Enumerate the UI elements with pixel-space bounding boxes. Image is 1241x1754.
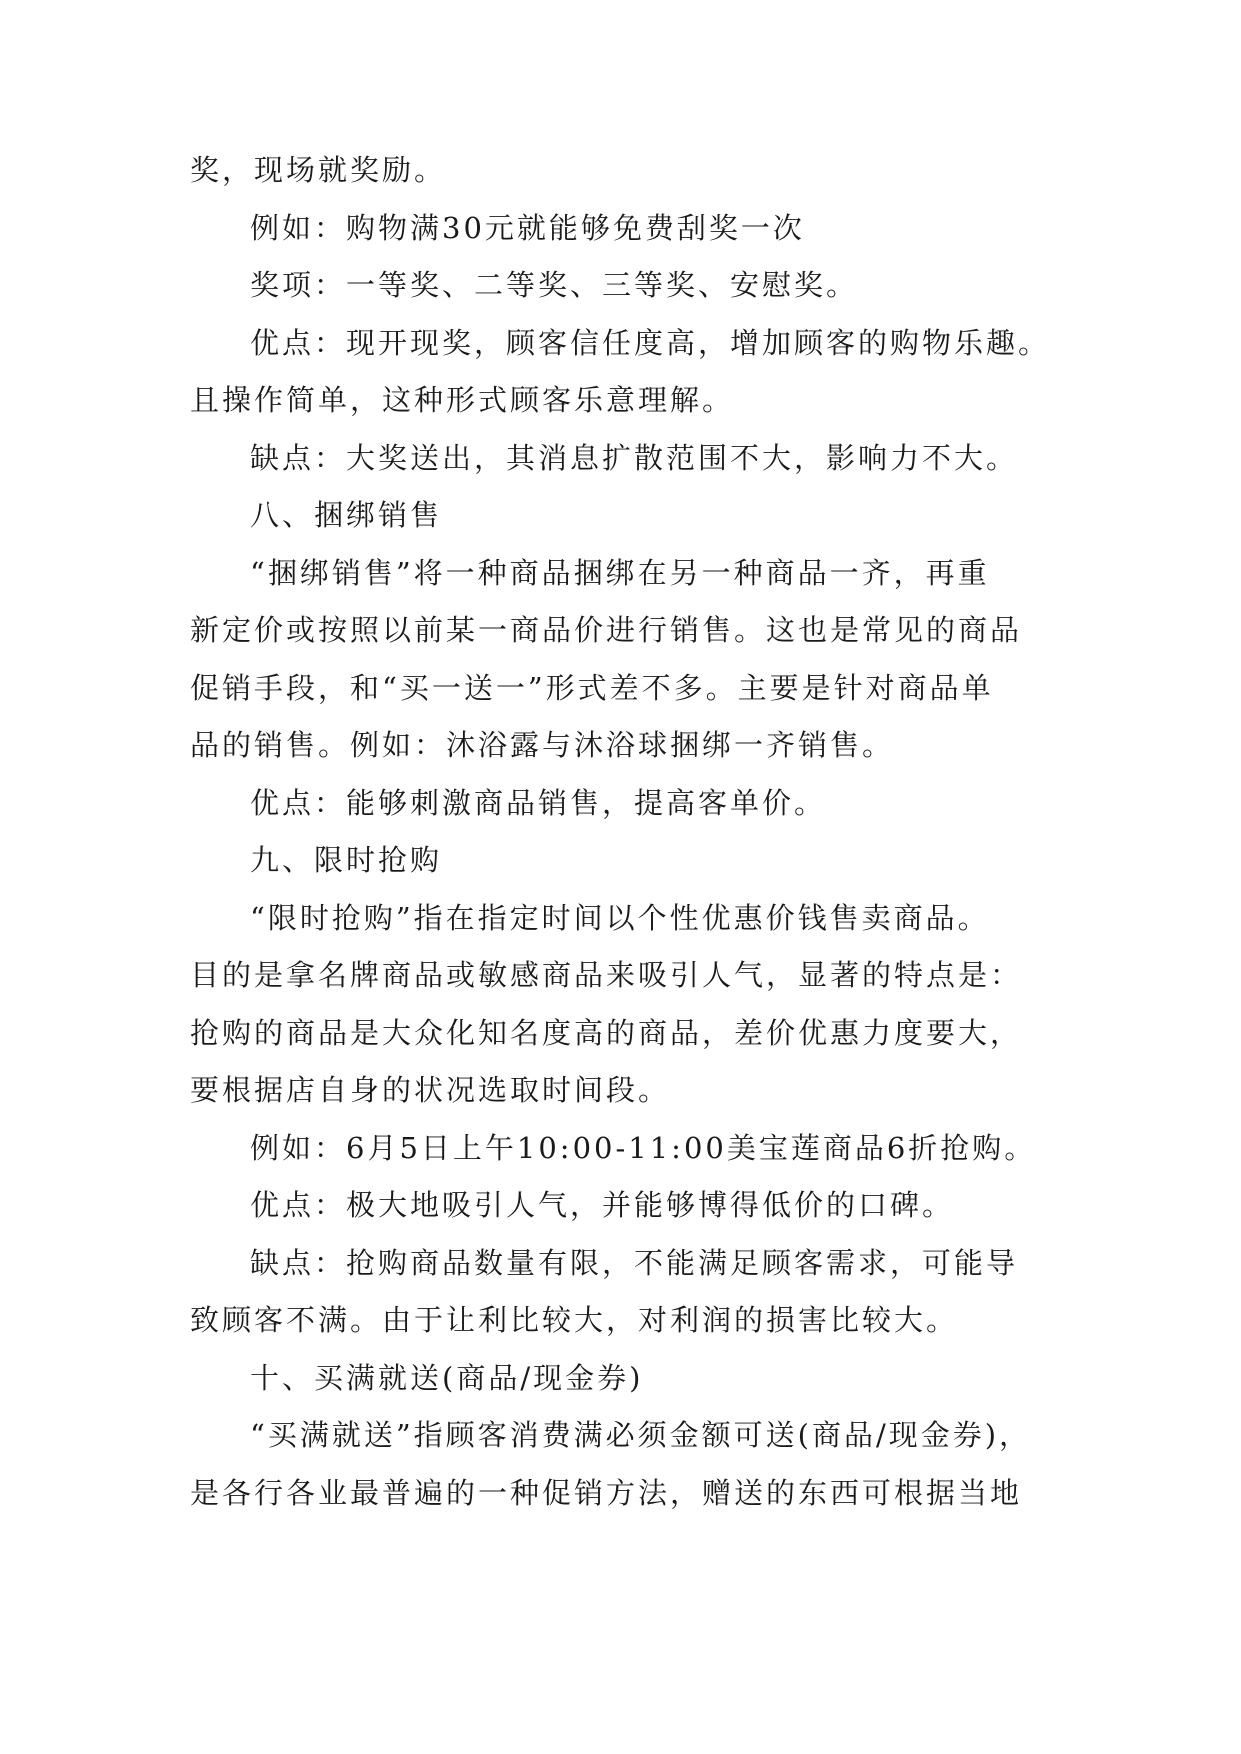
paragraph-line: 奖，现场就奖励。 — [190, 153, 447, 187]
paragraph-line: 品的销售。例如：沐浴露与沐浴球捆绑一齐销售。 — [190, 728, 895, 762]
paragraph-line: 新定价或按照以前某一商品价进行销售。这也是常见的商品 — [190, 613, 1023, 647]
section-heading: 十、买满就送(商品/现金券) — [250, 1361, 644, 1395]
paragraph-line: “捆绑销售”将一种商品捆绑在另一种商品一齐，再重 — [250, 556, 990, 590]
paragraph-line: 目的是拿名牌商品或敏感商品来吸引人气，显著的特点是： — [190, 958, 1023, 992]
paragraph-line: 致顾客不满。由于让利比较大，对利润的损害比较大。 — [190, 1303, 959, 1337]
paragraph-line: 要根据店自身的状况选取时间段。 — [190, 1073, 671, 1107]
paragraph-line: 优点：现开现奖，顾客信任度高，增加顾客的购物乐趣。 — [250, 326, 1051, 360]
paragraph-line: “买满就送”指顾客消费满必须金额可送(商品/现金券)， — [250, 1418, 1032, 1452]
paragraph-line: 缺点：抢购商品数量有限，不能满足顾客需求，可能导 — [250, 1246, 1019, 1280]
paragraph-line: 例如：购物满30元就能够免费刮奖一次 — [250, 211, 805, 245]
paragraph-line: 是各行各业最普遍的一种促销方法，赠送的东西可根据当地 — [190, 1476, 1023, 1510]
paragraph-line: 优点：极大地吸引人气，并能够博得低价的口碑。 — [250, 1188, 955, 1222]
section-heading: 九、限时抢购 — [250, 843, 443, 877]
paragraph-line: “限时抢购”指在指定时间以个性优惠价钱售卖商品。 — [250, 901, 990, 935]
paragraph-line: 抢购的商品是大众化知名度高的商品，差价优惠力度要大， — [190, 1016, 1023, 1050]
paragraph-line: 例如：6月5日上午10:00-11:00美宝莲商品6折抢购。 — [250, 1131, 1037, 1165]
paragraph-line: 缺点：大奖送出，其消息扩散范围不大，影响力不大。 — [250, 441, 1019, 475]
paragraph-line: 且操作简单，这种形式顾客乐意理解。 — [190, 383, 735, 417]
paragraph-line: 促销手段，和“买一送一”形式差不多。主要是针对商品单 — [190, 671, 994, 705]
section-heading: 八、捆绑销售 — [250, 498, 443, 532]
paragraph-line: 奖项：一等奖、二等奖、三等奖、安慰奖。 — [250, 268, 859, 302]
paragraph-line: 优点：能够刺激商品销售，提高客单价。 — [250, 786, 827, 820]
